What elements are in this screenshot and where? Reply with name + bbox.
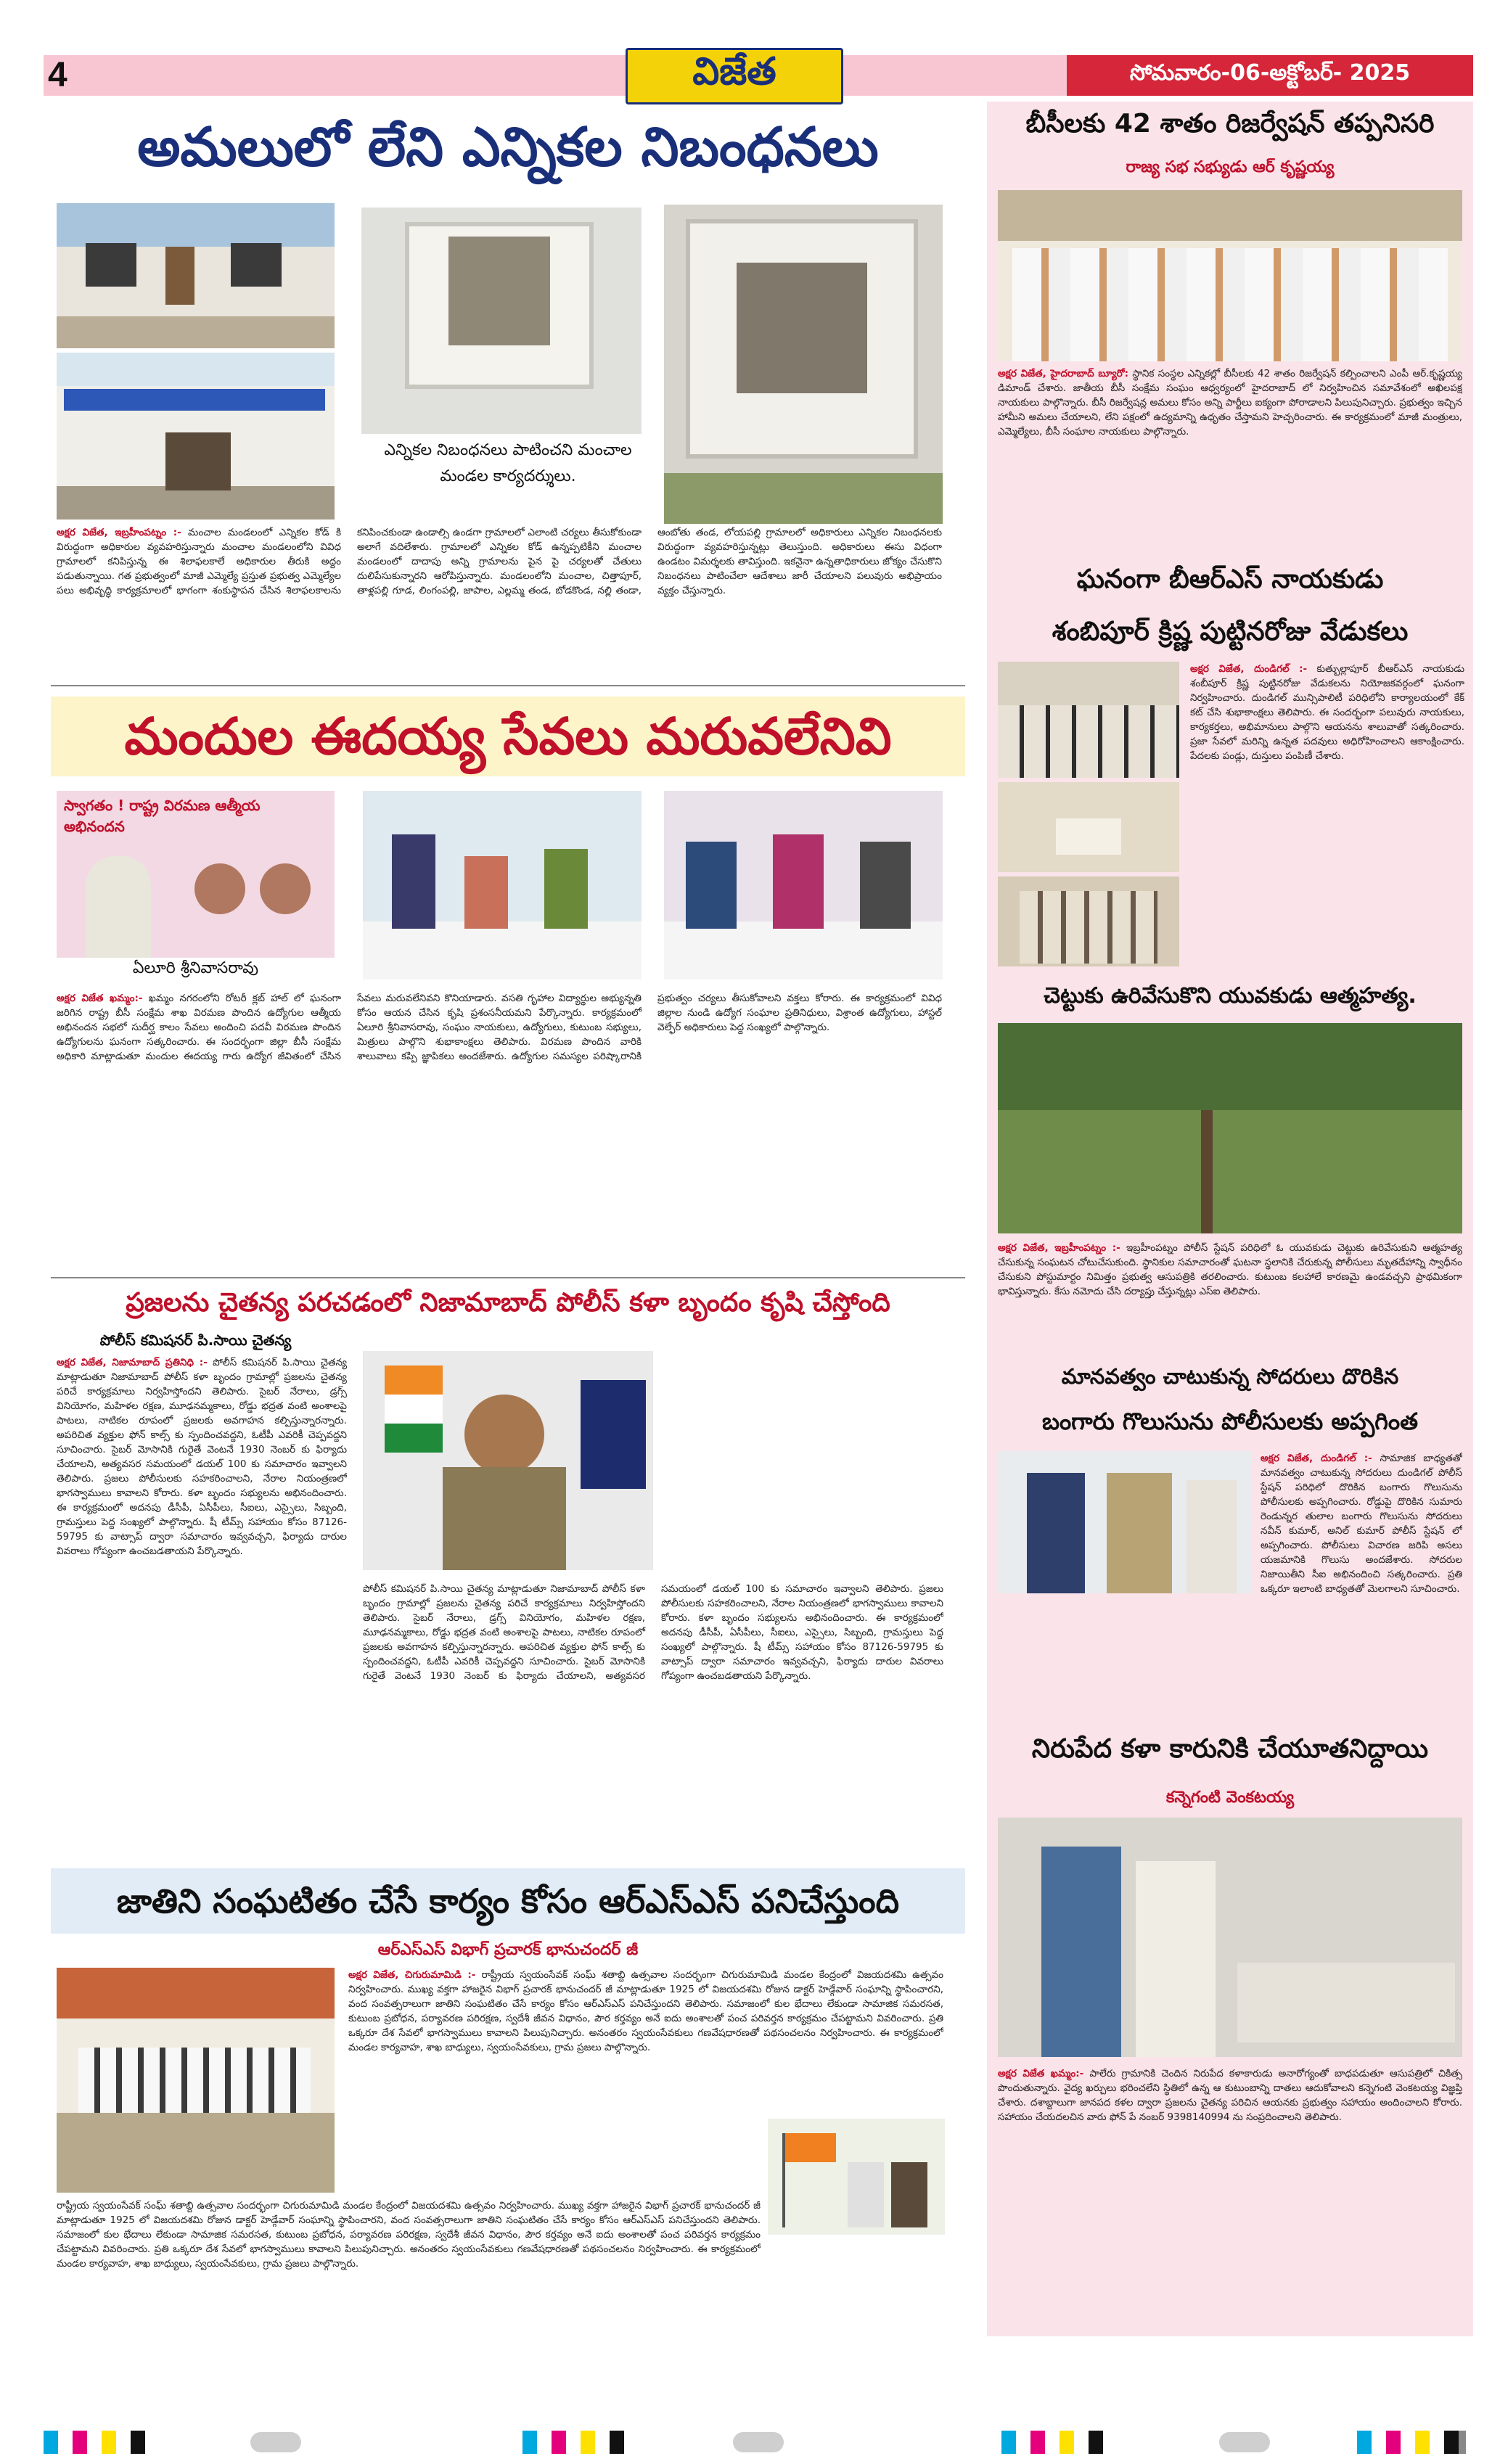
story1-byline: అక్షర విజేత, ఇబ్రహీంపట్నం :- bbox=[57, 527, 181, 538]
story1-body-text: మంచాల మండలంలో ఎన్నికల కోడ్ కి విరుద్ధంగా అధికారుల వ్యవహరిస్తున్నారు మంచాల మండలంలోని వివిధ గ్రామాలలో కనిపిస్తున్న ఈ శిలాఫలకాలే అధికారుల తీరుకి అద్దం పడుతున్నాయి. గత ప్రభుత్వంలో మాజీ ఎమ్మెల్యే ప్రస్తుత ప్రభుత్వ ఎమ్మెల్యేల పలు అభివృద్ధి కార్యక్రమాలలో భాగంగా శంకుస్థాపన చేసిన శిలాఫలకాలను కనిపించకుండా ఉండాల్సి ఉండగా గ్రామాలలో ఎలాంటి చర్యలు తీసుకోకుండా అలాగే వదిలేశారు. గ్రామాలలో ఎన్నికల కోడ్ ఉన్నప్పటికీని మంచాల మండలంలో దాదాపు అన్ని గ్రామాలను పైన పై చర్యలతో చేతులు దులిపేసుకున్నారని ఆరోపిస్తున్నారు. మండలంలోని మంచాల, చిత్తాపూర్, తాళ్లపల్లి గూడ, లింగంపల్లి, జాపాల, ఎల్లమ్మ తండ, బోడకొండ, నల్లి తండా, ఆంబోతు తండ, లోయపల్లి గ్రామాలలో అధికారులు ఎన్నికల నిబంధనలకు విరుద్ధంగా వ్యవహరిస్తున్నట్లు తెలుస్తుంది. అధికారులు ఈసు విధంగా ఉండటం విమర్శలకు తావిస్తుంది. ఇకనైనా ఉన్నతాధికారులు జోక్యం చేసుకొని నిబంధనలు పాటించేలా ఆదేశాలు జారీ చేయాలని పలువురు అభిప్రాయం వ్యక్తం చేస్తున్నారు. bbox=[57, 527, 942, 596]
sidebar1-byline: అక్షర విజేత, హైదరాబాద్ బ్యూరో: bbox=[998, 368, 1128, 379]
story1-body bbox=[57, 525, 942, 678]
story2-bottom-rule bbox=[51, 1277, 965, 1278]
sidebar2-photo-cake bbox=[998, 782, 1179, 872]
story4-headline: జాతిని సంఘటితం చేసే కార్యం కోసం ఆర్ఎస్ఎస్ పనిచేస్తుంది bbox=[116, 1881, 900, 1921]
story2-byline: అక్షర విజేత ఖమ్మం:- bbox=[57, 993, 143, 1004]
registration-strip-1 bbox=[44, 2431, 160, 2454]
sidebar5-byline: అక్షర విజేత ఖమ్మం:- bbox=[998, 2068, 1084, 2079]
story3-byline: అక్షర విజేత, నిజామాబాద్ ప్రతినిధి :- bbox=[57, 1357, 208, 1368]
india-flag bbox=[385, 1366, 443, 1453]
sidebar4-byline: అక్షర విజేత, దుండిగల్ :- bbox=[1261, 1453, 1372, 1464]
story2-headline-box bbox=[51, 697, 965, 776]
story2-photo-speaker bbox=[57, 791, 335, 958]
sidebar2-byline: అక్షర విజేత, దుండిగల్ :- bbox=[1190, 663, 1308, 675]
story2-photo-stage-1 bbox=[363, 791, 642, 980]
story1-photo-building bbox=[57, 203, 335, 348]
story3-body-text: పోలీస్ కమిషనర్ పి.సాయి చైతన్య మాట్లాడుతూ నిజామాబాద్ పోలీస్ కళా బృందం గ్రామాల్లో ప్రజలను చైతన్య పరిచే కార్యక్రమాలు నిర్వహిస్తోందని తెలిపారు. సైబర్ నేరాలు, డ్రగ్స్ వినియోగం, మహిళల రక్షణ, మూఢనమ్మకాలు, రోడ్డు భద్రత వంటి అంశాలపై పాటలు, నాటికల రూపంలో ప్రజలకు అవగాహన కల్పిస్తున్నారన్నారు. అపరిచిత వ్యక్తుల ఫోన్ కాల్స్ కు స్పందించవద్దని, ఓటీపీ ఎవరికీ చెప్పవద్దని సూచించారు. సైబర్ మోసానికి గురైతే వెంటనే 1930 నెంబర్ కు ఫిర్యాదు చేయాలని, అత్యవసర సమయంలో డయల్ 100 కు సమాచారం ఇవ్వాలని తెలిపారు. ప్రజలు పోలీసులకు సహకరించాలని, నేరాల నియంత్రణలో భాగస్వాములు కావాలని కోరారు. కళా బృందం సభ్యులను అభినందించారు. ఈ కార్యక్రమంలో అదనపు డీసీపీ, ఏసీపీలు, సీఐలు, ఎస్సైలు, సిబ్బంది, గ్రామస్తులు పెద్ద సంఖ్యలో పాల్గొన్నారు. షీ టీమ్స్ సహాయం కోసం 87126-59795 కు వాట్సాప్ ద్వారా సమాచారం ఇవ్వవచ్చని, ఫిర్యాదు దారుల వివరాలు గోప్యంగా ఉంచబడతాయని పేర్కొన్నారు. bbox=[57, 1357, 347, 1557]
page-number: 4 bbox=[48, 56, 67, 94]
sidebar3-photo-tree bbox=[998, 1023, 1462, 1233]
story1-headline: అమలులో లేని ఎన్నికల నిబంధనలు bbox=[137, 116, 879, 178]
story2-photo-banner: స్వాగతం ! రాష్ట్ర విరమణ ఆత్మీయ అభినందన bbox=[64, 797, 261, 835]
story1-photo-plaque-wotr bbox=[361, 208, 642, 434]
registration-strip-3 bbox=[1001, 2431, 1118, 2454]
sidebar3-byline: అక్షర విజేత, ఇబ్రహీంపట్నం :- bbox=[998, 1242, 1120, 1254]
sidebar4-headline-line1: మానవత్వం చాటుకున్న సోదరులు దొరికిన bbox=[1061, 1364, 1399, 1389]
registration-strip-4 bbox=[1357, 2431, 1466, 2454]
sidebar2-headline-line1: ఘనంగా బీఆర్ఎస్ నాయకుడు bbox=[1076, 564, 1384, 594]
sidebar2-photo-group bbox=[998, 662, 1179, 778]
print-marks-footer bbox=[0, 2423, 1500, 2464]
sidebar1-photo-meeting bbox=[998, 190, 1462, 361]
date-banner bbox=[1067, 55, 1473, 96]
sidebar1-body-text: స్థానిక సంస్థల ఎన్నికల్లో బీసీలకు 42 శాతం రిజర్వేషన్ కల్పించాలని ఎంపీ ఆర్.కృష్ణయ్య డిమాండ్ చేశారు. జాతీయ బీసీ సంక్షేమ సంఘం ఆధ్వర్యంలో హైదరాబాద్ లో నిర్వహించిన సమావేశంలో అఖిలపక్ష నాయకులు పాల్గొన్నారు. బీసీ రిజర్వేషన్ల అమలు కోసం అన్ని పార్టీలు ఐక్యంగా పోరాడాలని పిలుపునిచ్చారు. ప్రభుత్వం ఇచ్చిన హామీని అమలు చేయాలని, లేని పక్షంలో ఉద్యమాన్ని ఉధృతం చేస్తామని హెచ్చరించారు. ఈ కార్యక్రమంలో మాజీ మంత్రులు, ఎమ్మెల్యేలు, బీసీ సంఘాల నాయకులు పాల్గొన్నారు. bbox=[998, 368, 1462, 438]
story3-photo-commissioner bbox=[363, 1351, 653, 1570]
sidebar2-body-text: కుత్బుల్లాపూర్ బీఆర్ఎస్ నాయకుడు శంబీపూర్ క్రిష్ణ పుట్టినరోజు వేడుకలను నియోజకవర్గంలో ఘనంగా నిర్వహించారు. దుండిగల్ మున్సిపాలిటీ పరిధిలోని కార్యాలయంలో కేక్ కట్ చేసి శుభాకాంక్షలు తెలిపారు. ఈ సందర్భంగా పలువురు నాయకులు, కార్యకర్తలు, అభిమానులు పాల్గొని ఆయనను శాలువాతో సత్కరించారు. ప్రజా సేవలో మరిన్ని ఉన్నత పదవులు అధిరోహించాలని ఆకాంక్షించారు. పేదలకు పండ్లు, దుస్తులు పంపిణీ చేశారు. bbox=[1190, 663, 1464, 762]
sidebar5-body bbox=[998, 2066, 1462, 2277]
story3-body-text-cont: పోలీస్ కమిషనర్ పి.సాయి చైతన్య మాట్లాడుతూ నిజామాబాద్ పోలీస్ కళా బృందం గ్రామాల్లో ప్రజలను చైతన్య పరిచే కార్యక్రమాలు నిర్వహిస్తోందని తెలిపారు. సైబర్ నేరాలు, డ్రగ్స్ వినియోగం, మహిళల రక్షణ, మూఢనమ్మకాలు, రోడ్డు భద్రత వంటి అంశాలపై పాటలు, నాటికల రూపంలో ప్రజలకు అవగాహన కల్పిస్తున్నారన్నారు. అపరిచిత వ్యక్తుల ఫోన్ కాల్స్ కు స్పందించవద్దని, ఓటీపీ ఎవరికీ చెప్పవద్దని సూచించారు. సైబర్ మోసానికి గురైతే వెంటనే 1930 నెంబర్ కు ఫిర్యాదు చేయాలని, అత్యవసర సమయంలో డయల్ 100 కు సమాచారం ఇవ్వాలని తెలిపారు. ప్రజలు పోలీసులకు సహకరించాలని, నేరాల నియంత్రణలో భాగస్వాములు కావాలని కోరారు. కళా బృందం సభ్యులను అభినందించారు. ఈ కార్యక్రమంలో అదనపు డీసీపీ, ఏసీపీలు, సీఐలు, ఎస్సైలు, సిబ్బంది, గ్రామస్తులు పెద్ద సంఖ్యలో పాల్గొన్నారు. షీ టీమ్స్ సహాయం కోసం 87126-59795 కు వాట్సాప్ ద్వారా సమాచారం ఇవ్వవచ్చని, ఫిర్యాదు దారుల వివరాలు గోప్యంగా ఉంచబడతాయని పేర్కొన్నారు. bbox=[363, 1583, 943, 1682]
story3-subhead: పోలీస్ కమిషనర్ పి.సాయి చైతన్య bbox=[99, 1331, 292, 1349]
story2-body bbox=[57, 991, 942, 1260]
registration-oval-3 bbox=[1219, 2432, 1270, 2452]
story4-photo-saffron-flag bbox=[768, 2119, 945, 2235]
sidebar4-body-text: సామాజిక బాధ్యతతో మానవత్వం చాటుకున్న సోదరులు దుండిగల్ పోలీస్ స్టేషన్ పరిధిలో దొరికిన బంగారు గొలుసును పోలీసులకు అప్పగించారు. రోడ్డుపై దొరికిన సుమారు రెండున్నర తులాల బంగారు గొలుసును సోదరులు నవీన్ కుమార్, అనిల్ కుమార్ పోలీస్ స్టేషన్ లో అప్పగించారు. పోలీసులు విచారణ జరిపి అసలు యజమానికి గొలుసు అందజేశారు. సోదరుల నిజాయితీని సీఐ అభినందించి సత్కరించారు. ప్రతి ఒక్కరూ ఇలాంటి బాధ్యతతో మెలగాలని సూచించారు. bbox=[1261, 1453, 1462, 1595]
story3-body-left bbox=[57, 1355, 347, 1863]
story4-subhead: ఆర్ఎస్ఎస్ విభాగ్ ప్రచారక్ భానుచందర్ జీ bbox=[377, 1941, 639, 1959]
story3-headline: ప్రజలను చైతన్య పరచడంలో నిజామాబాద్ పోలీస్ కళా బృందం కృషి చేస్తోంది bbox=[126, 1288, 890, 1318]
sidebar1-body bbox=[998, 366, 1462, 551]
story4-body-text: రాష్ట్రీయ స్వయంసేవక్ సంఘ్ శతాబ్ది ఉత్సవాల సందర్భంగా చిగురుమామిడి మండల కేంద్రంలో విజయదశమి ఉత్సవం నిర్వహించారు. ముఖ్య వక్తగా హాజరైన విభాగ్ ప్రచారక్ భానుచందర్ జీ మాట్లాడుతూ 1925 లో విజయదశమి రోజున డాక్టర్ హెడ్గేవార్ సంఘాన్ని స్థాపించారని, వంద సంవత్సరాలుగా జాతిని సంఘటితం చేసే కార్యం కోసం ఆర్ఎస్ఎస్ పనిచేస్తుందని తెలిపారు. సమాజంలో కుల భేదాలు లేకుండా సామాజిక సమరసత, కుటుంబ ప్రబోధన, పర్యావరణ పరిరక్షణ, స్వదేశీ జీవన విధానం, పౌర కర్తవ్యం అనే ఐదు అంశాలతో పంచ పరివర్తన కార్యక్రమం చేపట్టామని వివరించారు. ప్రతి ఒక్కరూ దేశ సేవలో భాగస్వాములు కావాలని పిలుపునిచ్చారు. అనంతరం స్వయంసేవకులు గణవేషధారణతో పథసంచలనం నిర్వహించారు. ఈ కార్యక్రమంలో మండల కార్యవాహ, శాఖ బాధ్యులు, స్వయంసేవకులు, గ్రామ ప్రజలు పాల్గొన్నారు. bbox=[348, 1969, 943, 2053]
sidebar1-headline: బీసీలకు 42 శాతం రిజర్వేషన్ తప్పనిసరి bbox=[1025, 109, 1435, 139]
story2-body-text: ఖమ్మం నగరంలోని రోటరీ క్లబ్ హాల్ లో ఘనంగా జరిగిన రాష్ట్ర బీసీ సంక్షేమ శాఖ విరమణ పొందిన ఉద్యోగుల ఆత్మీయ అభినందన సభలో సుదీర్ఘ కాలం సేవలు అందించి పదవీ విరమణ పొందిన ఉద్యోగులను ఘనంగా సత్కరించారు. ఈ సందర్భంగా జిల్లా బీసీ సంక్షేమ అధికారి మాట్లాడుతూ మందుల ఈదయ్య గారు ఉద్యోగ జీవితంలో చేసిన సేవలు మరువలేనివని కొనియాడారు. వసతి గృహాల విద్యార్థుల అభ్యున్నతి కోసం ఆయన చేసిన కృషి ప్రశంసనీయమని పేర్కొన్నారు. కార్యక్రమంలో ఏలూరి శ్రీనివాసరావు, సంఘం నాయకులు, ఉద్యోగులు, కుటుంబ సభ్యులు, మిత్రులు పాల్గొని శుభాకాంక్షలు తెలిపారు. విరమణ పొందిన వారికి శాలువాలు కప్పి జ్ఞాపికలు అందజేశారు. ఉద్యోగుల సమస్యల పరిష్కారానికి ప్రభుత్వం చర్యలు తీసుకోవాలని వక్తలు కోరారు. ఈ కార్యక్రమంలో వివిధ జిల్లాల నుండి ఉద్యోగ సంఘాల ప్రతినిధులు, విశ్రాంత ఉద్యోగులు, హాస్టల్ వెల్ఫేర్ అధికారులు పెద్ద సంఖ్యలో పాల్గొన్నారు. bbox=[57, 993, 942, 1062]
story4-byline: అక్షర విజేత, చిగురుమామిడి :- bbox=[348, 1969, 476, 1981]
story4-photo-gathering bbox=[57, 1968, 335, 2193]
sidebar2-body bbox=[1190, 662, 1464, 966]
masthead-logo-text: విజేత bbox=[692, 49, 776, 94]
story1-caption: ఎన్నికల నిబంధనలు పాటించని మంచాల మండల కార్యదర్శులు. bbox=[384, 441, 632, 485]
date-line: సోమవారం-06-అక్టోబర్- 2025 bbox=[1129, 60, 1411, 86]
sidebar5-subhead: కన్నెగంటి వెంకటయ్య bbox=[1165, 1789, 1295, 1807]
sidebar3-body-text: ఇబ్రహీంపట్నం పోలీస్ స్టేషన్ పరిధిలో ఓ యువకుడు చెట్టుకు ఉరివేసుకుని ఆత్మహత్య చేసుకున్న సంఘటన చోటుచేసుకుంది. స్థానికుల సమాచారంతో ఘటనా స్థలానికి చేరుకున్న పోలీసులు మృతదేహాన్ని స్వాధీనం చేసుకుని పోస్టుమార్టం నిమిత్తం ప్రభుత్వ ఆసుపత్రికి తరలించారు. కుటుంబ కలహాలే కారణమై ఉండవచ్చని ప్రాథమికంగా భావిస్తున్నారు. కేసు నమోదు చేసి దర్యాప్తు చేస్తున్నట్లు ఎస్ఐ తెలిపారు. bbox=[998, 1242, 1462, 1297]
sidebar5-headline: నిరుపేద కళా కారునికి చేయూతనిద్దాయి bbox=[1031, 1734, 1429, 1764]
story2-caption: ఏలూరి శ్రీనివాసరావు bbox=[132, 959, 259, 977]
sidebar5-photo-hospital bbox=[998, 1818, 1462, 2057]
story4-headline-box bbox=[51, 1868, 965, 1934]
sidebar4-body bbox=[998, 1451, 1462, 1723]
story1-photo-office bbox=[57, 353, 335, 520]
sidebar2-headline-line2: శంబిపూర్ క్రిష్ణ పుట్టినరోజు వేడుకలు bbox=[1052, 617, 1409, 646]
story1-bottom-rule bbox=[51, 685, 965, 686]
sidebar4-headline-line2: బంగారు గొలుసును పోలీసులకు అప్పగింత bbox=[1041, 1408, 1419, 1435]
sidebar3-body bbox=[998, 1241, 1462, 1357]
sidebar1-subhead: రాజ్య సభ సభ్యుడు ఆర్ కృష్ణయ్య bbox=[1126, 158, 1335, 176]
sidebar2-photo-felicitation bbox=[998, 876, 1179, 966]
story4-body-bottom bbox=[57, 2198, 761, 2286]
story3-body-right bbox=[363, 1582, 943, 1857]
story4-body-text-cont: రాష్ట్రీయ స్వయంసేవక్ సంఘ్ శతాబ్ది ఉత్సవాల సందర్భంగా చిగురుమామిడి మండల కేంద్రంలో విజయదశమి ఉత్సవం నిర్వహించారు. ముఖ్య వక్తగా హాజరైన విభాగ్ ప్రచారక్ భానుచందర్ జీ మాట్లాడుతూ 1925 లో విజయదశమి రోజున డాక్టర్ హెడ్గేవార్ సంఘాన్ని స్థాపించారని, వంద సంవత్సరాలుగా జాతిని సంఘటితం చేసే కార్యం కోసం ఆర్ఎస్ఎస్ పనిచేస్తుందని తెలిపారు. సమాజంలో కుల భేదాలు లేకుండా సామాజిక సమరసత, కుటుంబ ప్రబోధన, పర్యావరణ పరిరక్షణ, స్వదేశీ జీవన విధానం, పౌర కర్తవ్యం అనే ఐదు అంశాలతో పంచ పరివర్తన కార్యక్రమం చేపట్టామని వివరించారు. ప్రతి ఒక్కరూ దేశ సేవలో భాగస్వాములు కావాలని పిలుపునిచ్చారు. అనంతరం స్వయంసేవకులు గణవేషధారణతో పథసంచలనం నిర్వహించారు. ఈ కార్యక్రమంలో మండల కార్యవాహ, శాఖ బాధ్యులు, స్వయంసేవకులు, గ్రామ ప్రజలు పాల్గొన్నారు. bbox=[57, 2200, 761, 2270]
sidebar3-headline: చెట్టుకు ఉరివేసుకొని యువకుడు ఆత్మహత్య. bbox=[1044, 983, 1417, 1009]
sidebar5-body-text: పాలేరు గ్రామానికి చెందిన నిరుపేద కళాకారుడు అనారోగ్యంతో బాధపడుతూ ఆసుపత్రిలో చికిత్స పొందుతున్నారు. వైద్య ఖర్చులు భరించలేని స్థితిలో ఉన్న ఆ కుటుంబాన్ని దాతలు ఆదుకోవాలని కన్నెగంటి వెంకటయ్య విజ్ఞప్తి చేశారు. దశాబ్దాలుగా జానపద కళల ద్వారా ప్రజలను చైతన్య పరిచిన ఆయనకు ప్రభుత్వం సహాయం అందించాలని కోరారు. సహాయం చేయదలచిన వారు ఫోన్ పే నంబర్ 9398140994 ను సంప్రదించాలని తెలిపారు. bbox=[998, 2068, 1462, 2123]
registration-oval-2 bbox=[733, 2432, 784, 2452]
story2-photo-stage-2 bbox=[664, 791, 943, 980]
registration-oval-1 bbox=[250, 2432, 301, 2452]
registration-strip-2 bbox=[522, 2431, 639, 2454]
story1-photo-plaque-2 bbox=[664, 205, 943, 524]
masthead-pink-band bbox=[102, 55, 1067, 96]
story2-headline: మందుల ఈదయ్య సేవలు మరువలేనివి bbox=[124, 707, 892, 766]
masthead-logo bbox=[626, 48, 843, 104]
